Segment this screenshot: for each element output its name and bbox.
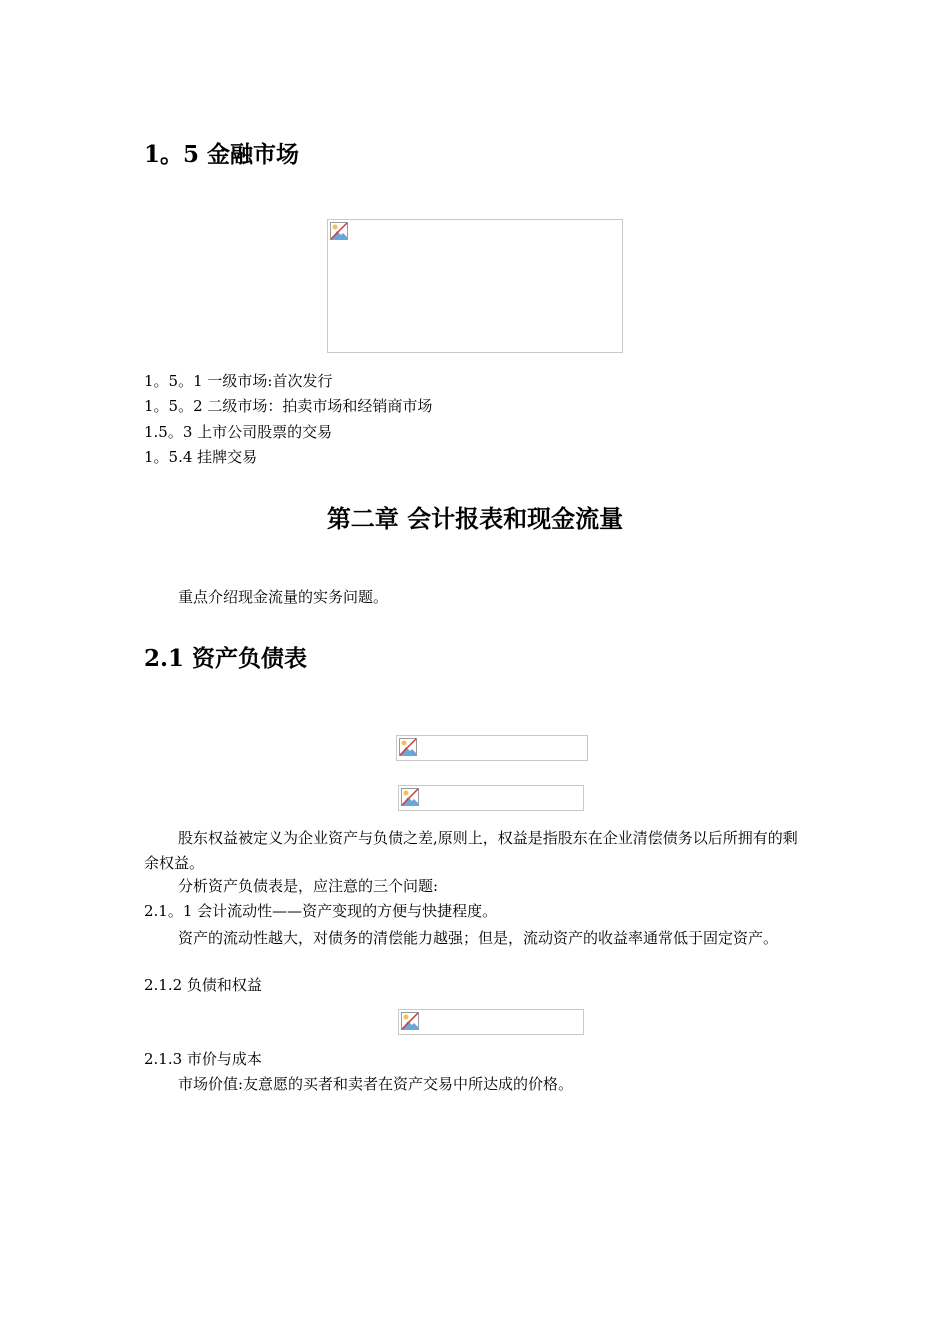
paragraph-equity: 股东权益被定义为企业资产与负债之差,原则上，权益是指股东在企业清偿债务以后所拥有的剩余权益。 [144,829,798,872]
section-2-1-title: 2.1 资产负债表 [144,645,308,672]
chapter-2-intro: 重点介绍现金流量的实务问题。 [178,588,389,606]
subsection-2-1-3: 2.1.3 市价与成本 [144,1050,262,1068]
figure-balance-sheet-2 [398,785,584,811]
section-1-5-title: 1。5 金融市场 [144,141,300,168]
broken-image-icon [330,222,348,240]
paragraph-liquidity: 资产的流动性越大，对债务的清偿能力越强；但是，流动资产的收益率通常低于固定资产。 [178,929,779,947]
broken-image-icon [399,738,417,756]
list-item: 1.5。3 上市公司股票的交易 [144,423,333,441]
subsection-2-1-2: 2.1.2 负债和权益 [144,976,262,994]
paragraph-analysis: 分析资产负债表是，应注意的三个问题: [178,877,439,895]
broken-image-icon [401,1012,419,1030]
figure-financial-market [327,219,623,353]
chapter-2-title: 第二章 会计报表和现金流量 [326,504,624,533]
figure-liabilities-equity [398,1009,584,1035]
list-item: 1。5。2 二级市场：拍卖市场和经销商市场 [144,397,433,415]
list-item: 1。5。1 一级市场:首次发行 [144,372,333,390]
paragraph-market-value: 市场价值:友意愿的买者和卖者在资产交易中所达成的价格。 [178,1075,574,1093]
broken-image-icon [401,788,419,806]
subsection-2-1-1: 2.1。1 会计流动性——资产变现的方便与快捷程度。 [144,902,498,920]
list-item: 1。5.4 挂牌交易 [144,448,258,466]
figure-balance-sheet-1 [396,735,588,761]
